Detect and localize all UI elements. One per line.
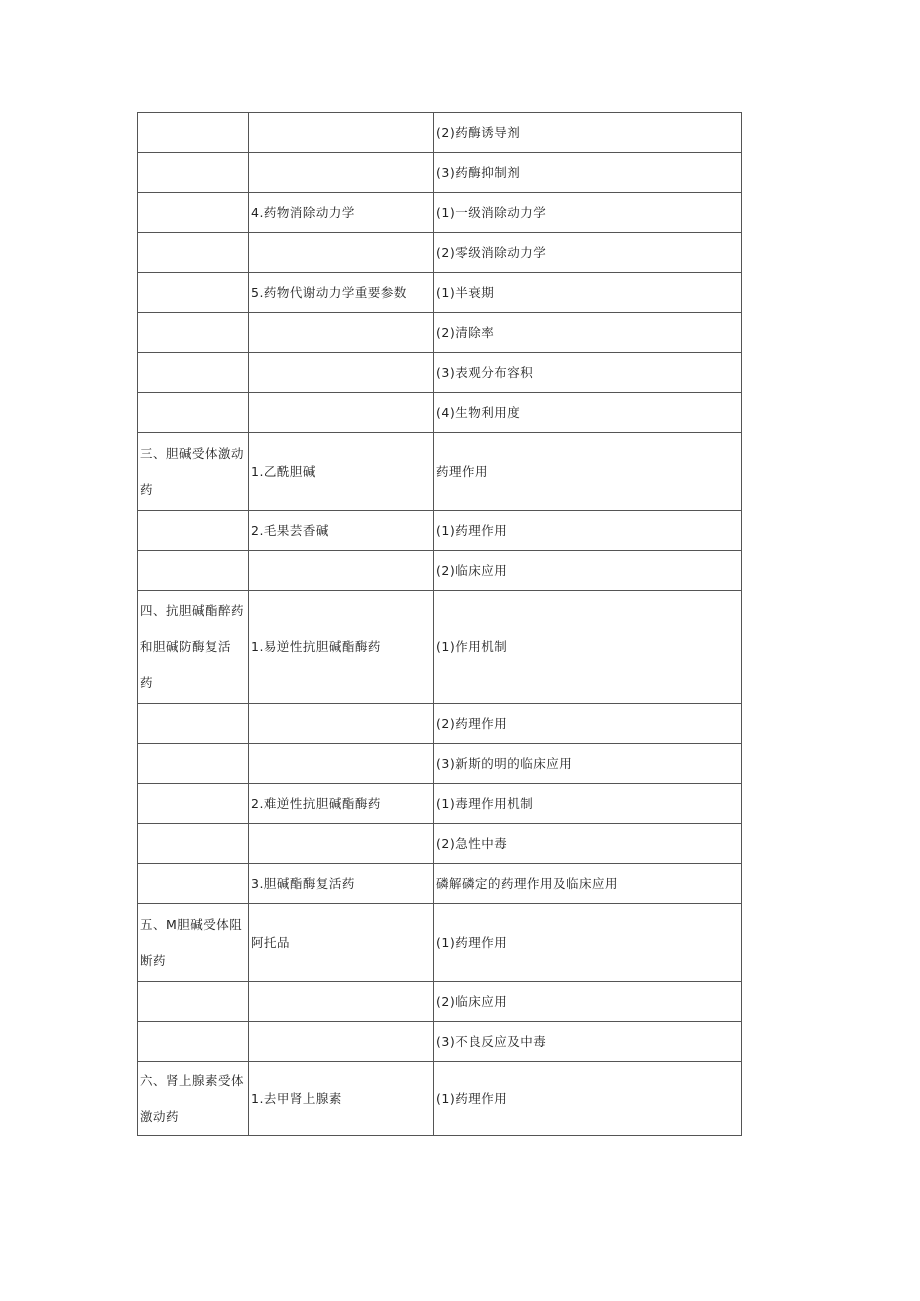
table-cell: (2)临床应用 [434,551,742,591]
table-cell: 阿托品 [249,904,434,982]
table-cell [138,113,249,153]
table-cell [249,982,434,1022]
table-cell [249,744,434,784]
table-cell [249,704,434,744]
table-cell: 1.乙酰胆碱 [249,433,434,511]
table-row [138,393,742,433]
table-cell: (1)一级消除动力学 [434,193,742,233]
section-heading-line: 和胆碱防酶复活 [140,639,232,654]
table-cell: (1)毒理作用机制 [434,784,742,824]
table-cell: (3)不良反应及中毒 [434,1022,742,1062]
table-cell [138,864,249,904]
table-cell [249,393,434,433]
table-cell: 1.易逆性抗胆碱酯酶药 [249,591,434,704]
table-cell: (4)生物利用度 [434,393,742,433]
section-heading-line: 断药 [140,952,167,968]
table-cell: (3)新斯的明的临床应用 [434,744,742,784]
table-cell: (2)临床应用 [434,982,742,1022]
table-cell [249,113,434,153]
section-heading-line: 激动药 [140,1108,180,1124]
content-table [137,112,742,1136]
table-row [138,982,742,1022]
table-cell [138,511,249,551]
table-cell: (1)半衰期 [434,273,742,313]
table-cell [138,704,249,744]
table-cell [138,904,249,982]
table-cell [138,233,249,273]
table-cell: (2)药酶诱导剂 [434,113,742,153]
table-cell [249,313,434,353]
table-cell [138,153,249,193]
table-row [138,864,742,904]
table-row [138,551,742,591]
table-row [138,353,742,393]
table-row [138,704,742,744]
section-heading-line: 四、抗胆碱酯醉药 [140,603,245,618]
table-cell: 5.药物代谢动力学重要参数 [249,273,434,313]
table-cell: 4.药物消除动力学 [249,193,434,233]
table-cell [138,273,249,313]
table-row [138,113,742,153]
section-heading-line: 五、M胆碱受体阻 [140,916,243,932]
table-cell: 药理作用 [434,433,742,511]
table-cell: (3)药酶抑制剂 [434,153,742,193]
table-cell [249,824,434,864]
table-cell: (2)急性中毒 [434,824,742,864]
table-cell [138,433,249,511]
table-row [138,313,742,353]
section-heading-line: 三、胆碱受体激动 [140,445,245,461]
table-cell: (1)药理作用 [434,511,742,551]
table-cell: (1)药理作用 [434,904,742,982]
table-cell [138,353,249,393]
table-cell: (2)清除率 [434,313,742,353]
section-heading-line: 药 [140,675,154,690]
table-cell: (2)药理作用 [434,704,742,744]
table-cell [138,591,249,704]
table-row [138,433,742,511]
table-cell [249,551,434,591]
table-row [138,784,742,824]
table-row [138,1062,742,1136]
table-cell: (1)作用机制 [434,591,742,704]
table-cell [249,153,434,193]
section-heading-line: 药 [140,481,154,497]
table-cell [138,1062,249,1136]
table-cell [249,233,434,273]
section-heading-line: 六、肾上腺素受体 [140,1072,245,1088]
table-cell [249,1022,434,1062]
table-cell: 磷解磷定的药理作用及临床应用 [434,864,742,904]
table-cell [138,744,249,784]
table-cell: 2.毛果芸香碱 [249,511,434,551]
table-cell: 3.胆碱酯酶复活药 [249,864,434,904]
table-cell: (3)表观分布容积 [434,353,742,393]
table-cell: 1.去甲肾上腺素 [249,1062,434,1136]
table-row [138,904,742,982]
table-row [138,591,742,704]
table-cell [138,1022,249,1062]
table-cell [138,551,249,591]
table-cell [249,353,434,393]
table-row [138,273,742,313]
table-cell: 2.难逆性抗胆碱酯酶药 [249,784,434,824]
table-cell [138,784,249,824]
table-cell [138,982,249,1022]
table-cell [138,824,249,864]
table-row [138,824,742,864]
table-cell [138,393,249,433]
table-cell: (2)零级消除动力学 [434,233,742,273]
table-row [138,153,742,193]
table-row [138,233,742,273]
table-cell: (1)药理作用 [434,1062,742,1136]
table-row [138,511,742,551]
table-row [138,744,742,784]
table-row [138,193,742,233]
table-cell [138,313,249,353]
table-row [138,1022,742,1062]
table-cell [138,193,249,233]
